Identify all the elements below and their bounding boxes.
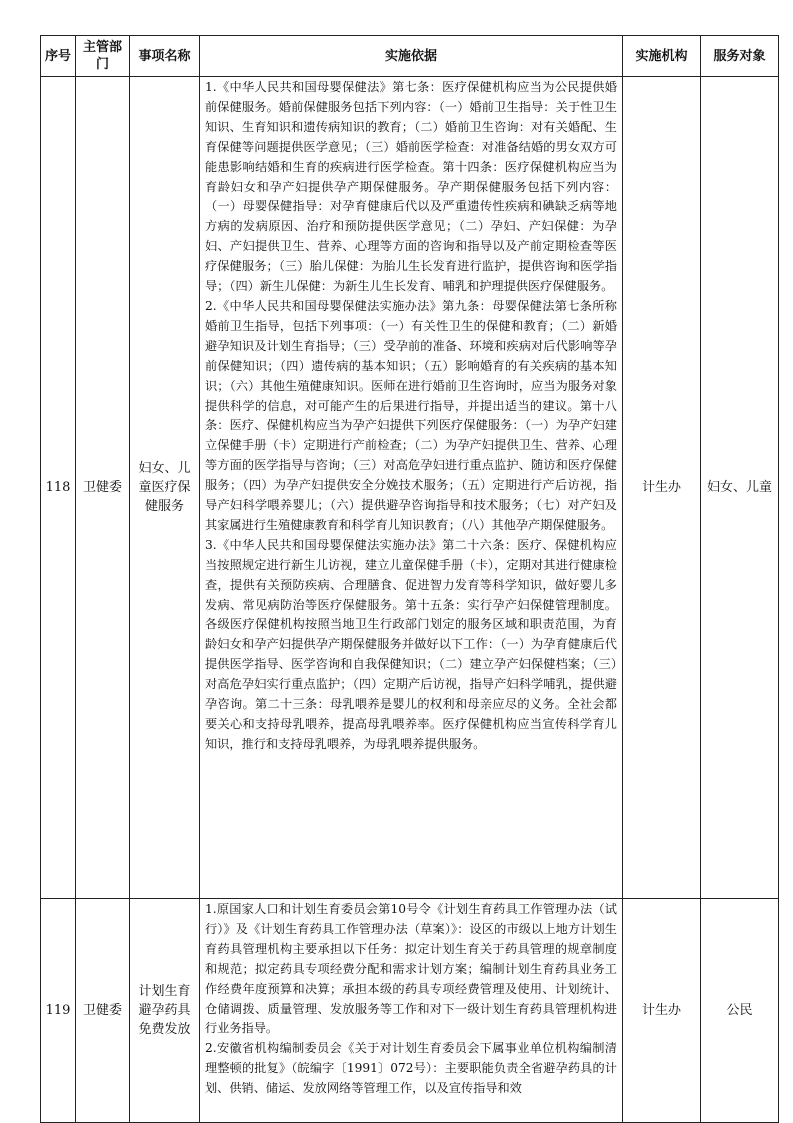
document-page xyxy=(40,35,778,1123)
basis-clip xyxy=(205,900,617,1119)
table-header-row xyxy=(41,36,779,77)
row-basis xyxy=(200,899,623,1123)
row-item-name: 计划生育避孕药具免费发放 xyxy=(130,899,200,1123)
table-row xyxy=(41,899,779,1123)
header-basis: 实施依据 xyxy=(200,36,623,77)
row-dept: 卫健委 xyxy=(76,899,130,1123)
header-agency: 实施机构 xyxy=(623,36,701,77)
service-items-table xyxy=(40,35,779,1123)
row-basis xyxy=(200,77,623,899)
header-seq: 序号 xyxy=(41,36,76,77)
basis-paragraph: 2.安徽省机构编制委员会《关于对计划生育委员会下属事业单位机构编制清理整顿的批复》（皖编字〔1991〕072号）：主要职能负责全省避孕药具的计划、供销、储运、发放网络等管理工作，以及宣传指导和效 xyxy=(205,1041,617,1096)
row-target: 公民 xyxy=(701,899,779,1123)
row-target: 妇女、儿童 xyxy=(701,77,779,899)
header-item: 事项名称 xyxy=(130,36,200,77)
table-row xyxy=(41,77,779,899)
basis-paragraph: 1.《中华人民共和国母婴保健法》第七条：医疗保健机构应当为公民提供婚前保健服务。婚前保健服务包括下列内容：（一）婚前卫生指导：关于性卫生知识、生育知识和遗传病知识的教育；（二）婚前卫生咨询：对有关婚配、生育保健等问题提供医学意见；（三）婚前医学检查：对准备结婚的男女双方可能患影响结婚和生育的疾病进行医学检查。第十四条：医疗保健机构应当为育龄妇女和孕产妇提供孕产期保健服务。孕产期保健服务包括下列内容：（一）母婴保健指导：对孕育健康后代以及严重遗传性疾病和碘缺乏病等地方病的发病原因、治疗和预防提供医学意见；（二）孕妇、产妇保健：为孕妇、产妇提供卫生、营养、心理等方面的咨询和指导以及产前定期检查等医疗保健服务；（三）胎儿保健：为胎儿生长发育进行监护，提供咨询和医学指导；（四）新生儿保健：为新生儿生长发育、哺乳和护理提供医疗保健服务。 xyxy=(205,80,617,294)
row-seq: 119 xyxy=(41,899,76,1123)
row-seq: 118 xyxy=(41,77,76,899)
basis-paragraph: 3.《中华人民共和国母婴保健法实施办法》第二十六条：医疗、保健机构应当按照规定进行新生儿访视，建立儿童保健手册（卡），定期对其进行健康检查，提供有关预防疾病、合理膳食、促进智力发育等科学知识，做好婴儿多发病、常见病防治等医疗保健服务。第十五条：实行孕产妇保健管理制度。各级医疗保健机构按照当地卫生行政部门划定的服务区域和职责范围，为育龄妇女和孕产妇提供孕产期保健服务并做好以下工作：（一）为孕育健康后代提供医学指导、医学咨询和自我保健知识；（二）建立孕产妇保健档案；（三）对高危孕妇实行重点监护；（四）定期产后访视，指导产妇科学哺乳，提供避孕咨询。第二十三条：母乳喂养是婴儿的权利和母亲应尽的义务。全社会都要关心和支持母乳喂养，提高母乳喂养率。医疗保健机构应当宣传科学育儿知识，推行和支持母乳喂养，为母乳喂养提供服务。 xyxy=(205,537,617,751)
basis-paragraph: 2.《中华人民共和国母婴保健法实施办法》第九条：母婴保健法第七条所称婚前卫生指导，包括下列事项：（一）有关性卫生的保健和教育；（二）新婚避孕知识及计划生育指导；（三）受孕前的准备、环境和疾病对后代影响等孕前保健知识；（四）遗传病的基本知识；（五）影响婚育的有关疾病的基本知识；（六）其他生殖健康知识。医师在进行婚前卫生咨询时，应当为服务对象提供科学的信息，对可能产生的后果进行指导，并提出适当的建议。第十八条：医疗、保健机构应当为孕产妇提供下列医疗保健服务：（一）为孕产妇建立保健手册（卡）定期进行产前检查；（二）为孕产妇提供卫生、营养、心理等方面的医学指导与咨询；（三）对高危孕妇进行重点监护、随访和医疗保健服务；（四）为孕产妇提供安全分娩技术服务；（五）定期进行产后访视，指导产妇科学喂养婴儿；（六）提供避孕咨询指导和技术服务；（七）对产妇及其家属进行生殖健康教育和科学育儿知识教育；（八）其他孕产期保健服务。 xyxy=(205,298,617,532)
header-target: 服务对象 xyxy=(701,36,779,77)
row-agency: 计生办 xyxy=(623,77,701,899)
row-dept: 卫健委 xyxy=(76,77,130,899)
header-dept: 主管部门 xyxy=(76,36,130,77)
basis-paragraph: 1.原国家人口和计划生育委员会第10号令《计划生育药具工作管理办法（试行）》及《计划生育药具工作管理办法（草案）》：设区的市级以上地方计划生育药具管理机构主要承担以下任务：拟定计划生育关于药具管理的规章制度和规范；拟定药具专项经费分配和需求计划方案；编制计划生育药具业务工作经费年度预算和决算；承担本级的药具专项经费管理及使用、计划统计、仓储调拨、质量管理、发放服务等工作和对下一级计划生育药具管理机构进行业务指导。 xyxy=(205,902,617,1036)
row-agency: 计生办 xyxy=(623,899,701,1123)
row-item-name: 妇女、儿童医疗保健服务 xyxy=(130,77,200,899)
